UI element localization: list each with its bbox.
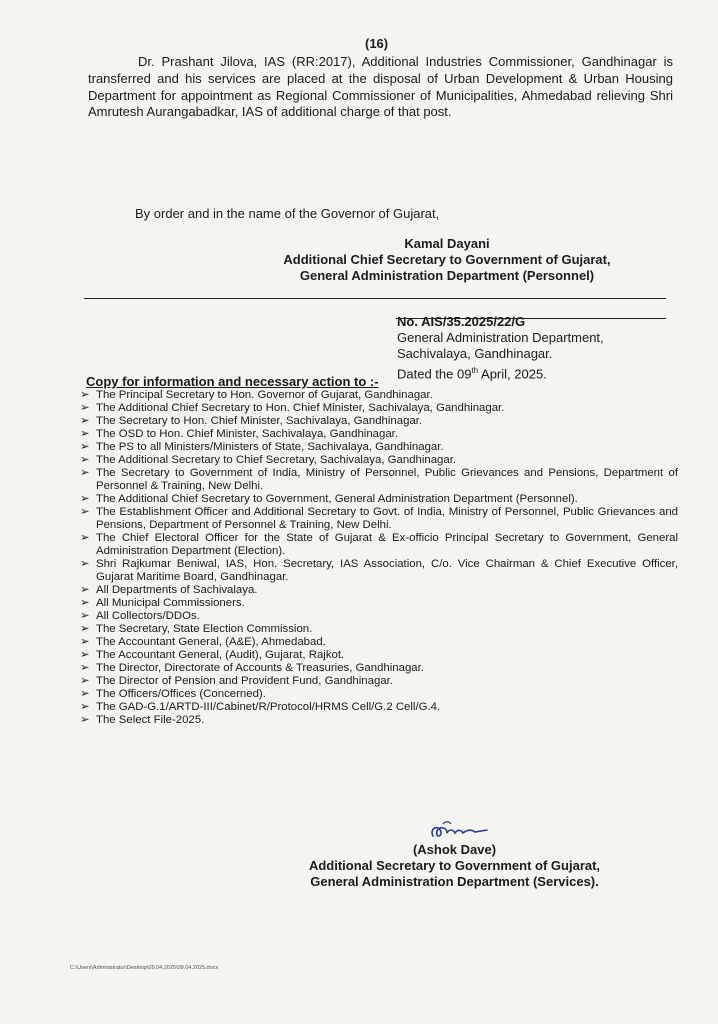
date-suffix: April, 2025. [478, 365, 547, 381]
recipient-item [78, 428, 678, 441]
signatory2-designation: Additional Secretary to Government of Gujarat, [308, 858, 601, 873]
reference-office: General Administration Department, [397, 330, 604, 346]
arrow-bullet-icon: ➢ [80, 454, 90, 466]
signatory-name: Kamal Dayani [404, 236, 490, 251]
arrow-bullet-icon: ➢ [80, 428, 90, 440]
arrow-bullet-icon: ➢ [80, 389, 90, 401]
recipient-item [78, 675, 678, 688]
recipient-text: The Secretary, State Election Commission. [96, 623, 313, 635]
arrow-bullet-icon: ➢ [80, 662, 90, 674]
date-prefix: Dated the 09 [397, 365, 472, 381]
recipient-item [78, 688, 678, 701]
divider-rule [84, 298, 666, 299]
recipient-item [78, 532, 678, 558]
recipient-list [78, 389, 678, 727]
recipient-text: The Principal Secretary to Hon. Governor of Gujarat, Gandhinagar. [96, 389, 433, 401]
arrow-bullet-icon: ➢ [80, 688, 90, 700]
recipient-text: The OSD to Hon. Chief Minister, Sachivalaya, Gandhinagar. [96, 428, 399, 440]
recipient-text: All Collectors/DDOs. [96, 610, 200, 622]
arrow-bullet-icon: ➢ [80, 597, 90, 609]
reference-date [397, 363, 604, 383]
arrow-bullet-icon: ➢ [80, 610, 90, 622]
recipient-text: The Secretary to Government of India, Ministry of Personnel, Public Grievances and Pensions, Department of Personnel & Training, New Delhi. [96, 467, 678, 492]
recipient-item [78, 467, 678, 493]
recipient-item [78, 584, 678, 597]
recipient-item [78, 558, 678, 584]
arrow-bullet-icon: ➢ [80, 649, 90, 661]
recipient-item [78, 623, 678, 636]
recipient-text: The PS to all Ministers/Ministers of State, Sachivalaya, Gandhinagar. [96, 441, 444, 453]
arrow-bullet-icon: ➢ [80, 558, 90, 570]
recipient-item [78, 597, 678, 610]
recipient-text: The Establishment Officer and Additional Secretary to Govt. of India, Ministry of Personnel, Public Grievances and Pensions, Department of Personnel & Training, New Delhi. [96, 506, 678, 531]
signatory-department: General Administration Department (Personnel) [299, 268, 595, 283]
arrow-bullet-icon: ➢ [80, 493, 90, 505]
date-superscript: th [471, 365, 479, 375]
page-number: (16) [365, 36, 389, 51]
arrow-bullet-icon: ➢ [80, 415, 90, 427]
recipient-text: The Select File-2025. [96, 714, 205, 726]
recipient-text: The Additional Chief Secretary to Hon. Chief Minister, Sachivalaya, Gandhinagar. [96, 402, 505, 414]
reference-place: Sachivalaya, Gandhinagar. [397, 346, 553, 362]
copy-heading: Copy for information and necessary action to :- [86, 374, 379, 389]
signatory-designation: Additional Chief Secretary to Government of Gujarat, [283, 252, 611, 267]
recipient-item [78, 402, 678, 415]
recipient-item [78, 701, 678, 714]
recipient-text: The Director, Directorate of Accounts & Treasuries, Gandhinagar. [96, 662, 424, 674]
reference-number: No. AIS/35.2025/22/G [397, 314, 526, 329]
recipient-text: The Director of Pension and Provident Fund, Gandhinagar. [96, 675, 393, 687]
by-order-line: By order and in the name of the Governor of Gujarat, [135, 206, 440, 221]
recipient-item [78, 415, 678, 428]
recipient-text: The Additional Secretary to Chief Secretary, Sachivalaya, Gandhinagar. [96, 454, 457, 466]
reference-block [397, 314, 604, 382]
recipient-item [78, 493, 678, 506]
recipient-item [78, 636, 678, 649]
recipient-text: The Officers/Offices (Concerned). [96, 688, 266, 700]
file-path-footer: C:\Users\Administrator\Desktop\09.04.2025\09.04.2025.docx [70, 965, 219, 971]
arrow-bullet-icon: ➢ [80, 623, 90, 635]
recipient-text: All Departments of Sachivalaya. [96, 584, 258, 596]
arrow-bullet-icon: ➢ [80, 441, 90, 453]
recipient-item [78, 610, 678, 623]
recipient-text: The Accountant General, (Audit), Gujarat, Rajkot. [96, 649, 345, 661]
recipient-item [78, 714, 678, 727]
recipient-text: Shri Rajkumar Beniwal, IAS, Hon. Secretary, IAS Association, C/o. Vice Chairman & Chief Executive Officer, Gujarat Maritime Board, Gandhinagar. [96, 558, 678, 583]
recipient-text: The Chief Electoral Officer for the State of Gujarat & Ex-officio Principal Secretary to Government, General Administration Department (Election). [96, 532, 678, 557]
recipient-text: All Municipal Commissioners. [96, 597, 245, 609]
arrow-bullet-icon: ➢ [80, 402, 90, 414]
recipient-item [78, 441, 678, 454]
recipient-item [78, 454, 678, 467]
reference-underline [396, 318, 666, 319]
signatory-block-primary [232, 236, 662, 284]
recipient-text: The Additional Chief Secretary to Government, General Administration Department (Personnel). [96, 493, 578, 505]
recipient-text: The Accountant General, (A&E), Ahmedabad. [96, 636, 326, 648]
recipient-item [78, 389, 678, 402]
arrow-bullet-icon: ➢ [80, 714, 90, 726]
arrow-bullet-icon: ➢ [80, 506, 90, 518]
signature-mark [425, 818, 505, 844]
order-paragraph: Dr. Prashant Jilova, IAS (RR:2017), Additional Industries Commissioner, Gandhinagar is transferred and his services are placed at the disposal of Urban Development & Urban Housing Department for appointment as Regional Commissioner of Municipalities, Ahmedabad relieving Shri Amrutesh Aurangabadkar, IAS of additional charge of that post. [88, 54, 673, 120]
recipient-item [78, 649, 678, 662]
recipient-item [78, 506, 678, 532]
recipient-text: The Secretary to Hon. Chief Minister, Sachivalaya, Gandhinagar. [96, 415, 423, 427]
arrow-bullet-icon: ➢ [80, 467, 90, 479]
arrow-bullet-icon: ➢ [80, 532, 90, 544]
arrow-bullet-icon: ➢ [80, 675, 90, 687]
arrow-bullet-icon: ➢ [80, 584, 90, 596]
arrow-bullet-icon: ➢ [80, 701, 90, 713]
signatory2-name: (Ashok Dave) [412, 842, 497, 857]
arrow-bullet-icon: ➢ [80, 636, 90, 648]
signatory-block-secondary [282, 842, 627, 890]
recipient-text: The GAD-G.1/ARTD-III/Cabinet/R/Protocol/HRMS Cell/G.2 Cell/G.4. [96, 701, 441, 713]
recipient-item [78, 662, 678, 675]
signatory2-department: General Administration Department (Services). [310, 874, 599, 889]
